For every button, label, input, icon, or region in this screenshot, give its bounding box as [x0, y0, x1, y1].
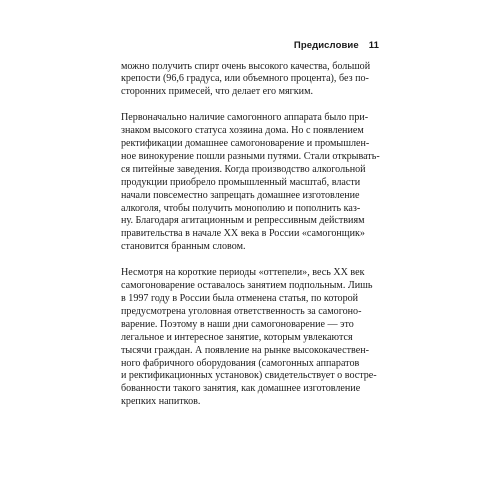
running-header — [294, 40, 379, 51]
text-line: сторонних примесей, что делает его мягким. — [121, 86, 313, 98]
paragraph-3 — [121, 267, 383, 409]
paragraph-2 — [121, 112, 383, 254]
text-line: знаком высокого статуса хозяина дома. Но с появлением — [121, 125, 364, 137]
section-title: Предисловие — [293, 40, 359, 51]
text-line: крепости (96,6 градуса, или объемного процента), без по- — [121, 73, 369, 85]
text-line: Первоначально наличие самогонного аппарата было при- — [121, 112, 369, 124]
text-line: бованности такого занятия, как домашнее изготовление — [121, 383, 361, 395]
paragraph-1 — [121, 61, 383, 100]
text-line: ну. Благодаря агитационным и репрессивным действиям — [121, 215, 365, 227]
text-line: самогоноварение оставалось занятием подпольным. Лишь — [121, 280, 373, 292]
text-line: тысячи граждан. А появление на рынке высококачествен- — [121, 344, 369, 356]
text-line: в 1997 году в России была отменена статья, по которой — [121, 293, 359, 305]
text-line: ное винокурение пошли разными путями. Стали открывать- — [121, 151, 380, 163]
text-line: Несмотря на короткие периоды «оттепели», весь XX век — [121, 267, 365, 279]
text-line: становится бранным словом. — [121, 241, 246, 253]
body-text — [121, 61, 383, 410]
text-line: можно получить спирт очень высокого качества, большой — [121, 60, 371, 72]
text-line: предусмотрена уголовная ответственность за самогоно- — [121, 306, 362, 318]
text-line: и ректификационных установок) свидетельствует о востре- — [121, 370, 377, 382]
text-line: варение. Поэтому в наши дни самогоноварение — это — [121, 318, 354, 330]
paragraph-gap — [121, 99, 383, 112]
paragraph-gap — [121, 254, 383, 267]
text-line: начали повсеместно запрещать домашнее изготовление — [121, 189, 360, 201]
text-line: ректификации домашнее самогоноварение и промышлен- — [121, 138, 370, 150]
text-line: правительства в начале XX века в России «самогонщик» — [121, 228, 365, 240]
text-line: ся питейные заведения. Когда производство алкогольной — [121, 163, 366, 175]
text-line: крепких напитков. — [121, 396, 201, 408]
text-line: ного фабричного оборудования (самогонных аппаратов — [121, 357, 360, 369]
text-line: легальное и интересное занятие, которым увлекаются — [121, 331, 353, 343]
text-line: алкоголя, чтобы получить монополию и пополнить каз- — [121, 202, 361, 214]
text-line: продукции приобрело промышленный масштаб, власти — [121, 176, 361, 188]
page-number: 11 — [368, 40, 379, 51]
